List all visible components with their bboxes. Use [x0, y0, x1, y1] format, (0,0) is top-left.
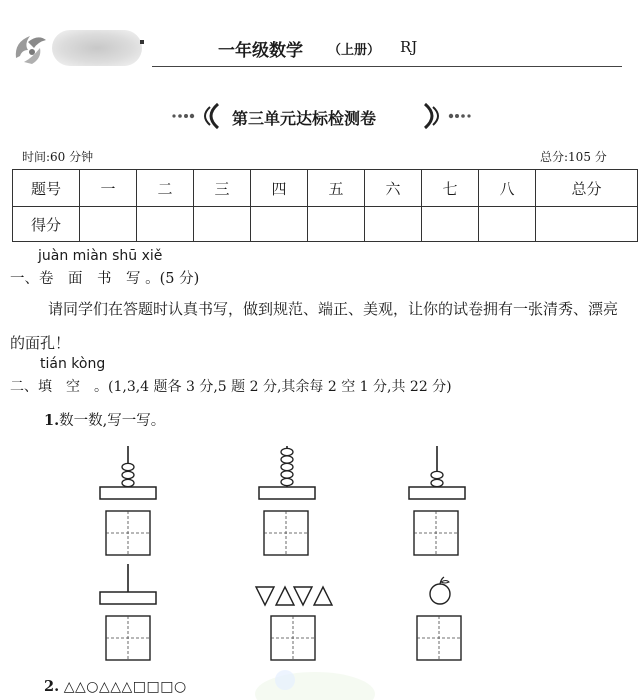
score-cell[interactable]	[137, 207, 194, 242]
q1-title: 一、卷 面 书 写 。(5 分)	[10, 271, 200, 287]
score-cell[interactable]	[422, 207, 479, 242]
q2-sub2-number: 2.	[44, 678, 60, 695]
column-header: 八	[479, 170, 536, 207]
time-limit: 时间:60 分钟	[22, 150, 94, 164]
abacus-2-beads	[409, 446, 465, 499]
phoenix-logo-icon	[10, 28, 52, 70]
header-dot	[140, 40, 144, 44]
q2-title: 二、填 空 。(1,3,4 题各 3 分,5 题 2 分,其余每 2 空 1 分,共 22 分)	[10, 379, 452, 395]
q2-sub1	[44, 409, 165, 430]
blurred-publisher-logo	[52, 30, 142, 66]
q2-sub1-number: 1.	[44, 412, 60, 429]
abacus-5-beads	[259, 446, 315, 499]
abacus-0-beads	[100, 564, 156, 604]
answer-box[interactable]	[414, 511, 458, 555]
score-cell[interactable]	[536, 207, 638, 242]
answer-box[interactable]	[271, 616, 315, 660]
q2-sub1-text: 数一数,写一写。	[59, 413, 166, 429]
q2-sub2-shapes: △△○△△△□□□○	[63, 679, 187, 695]
column-header: 四	[251, 170, 308, 207]
column-header: 二	[137, 170, 194, 207]
grade-title: 一年级数学	[218, 41, 303, 61]
row-header-label: 题号	[13, 170, 80, 207]
answer-box[interactable]	[417, 616, 461, 660]
answer-box[interactable]	[106, 616, 150, 660]
total-score: 总分:105 分	[540, 150, 607, 164]
section-title: 第三单元达标检测卷	[232, 109, 377, 128]
q2-pinyin: tián kòng	[40, 356, 106, 372]
apple-icon	[430, 577, 450, 604]
table-row	[13, 207, 638, 242]
table-row	[13, 170, 638, 207]
score-cell[interactable]	[365, 207, 422, 242]
score-table	[12, 169, 638, 242]
q1-pinyin: juàn miàn shū xiě	[38, 248, 163, 264]
score-cell[interactable]	[194, 207, 251, 242]
column-header: 三	[194, 170, 251, 207]
q2-sub2	[44, 678, 187, 695]
score-cell[interactable]	[308, 207, 365, 242]
abacus-3-beads	[100, 446, 156, 499]
four-triangles	[256, 587, 332, 605]
column-header: 六	[365, 170, 422, 207]
edition-label: RJ	[400, 38, 418, 56]
answer-box[interactable]	[106, 511, 150, 555]
answer-box[interactable]	[264, 511, 308, 555]
watermark-icon	[245, 660, 385, 700]
score-cell[interactable]	[251, 207, 308, 242]
right-ornament-icon	[418, 102, 473, 130]
q1-instructions: 请同学们在答题时认真书写，做到规范、端正、美观，让你的试卷拥有一张清秀、漂亮的面孔！	[10, 300, 619, 352]
column-header: 总分	[536, 170, 638, 207]
header-rule	[152, 66, 622, 67]
column-header: 七	[422, 170, 479, 207]
volume-label: （上册）	[328, 43, 381, 58]
score-cell[interactable]	[80, 207, 137, 242]
column-header: 一	[80, 170, 137, 207]
counting-figures	[60, 432, 480, 664]
left-ornament-icon	[170, 102, 225, 130]
score-cell[interactable]	[479, 207, 536, 242]
column-header: 五	[308, 170, 365, 207]
score-row-label: 得分	[13, 207, 80, 242]
